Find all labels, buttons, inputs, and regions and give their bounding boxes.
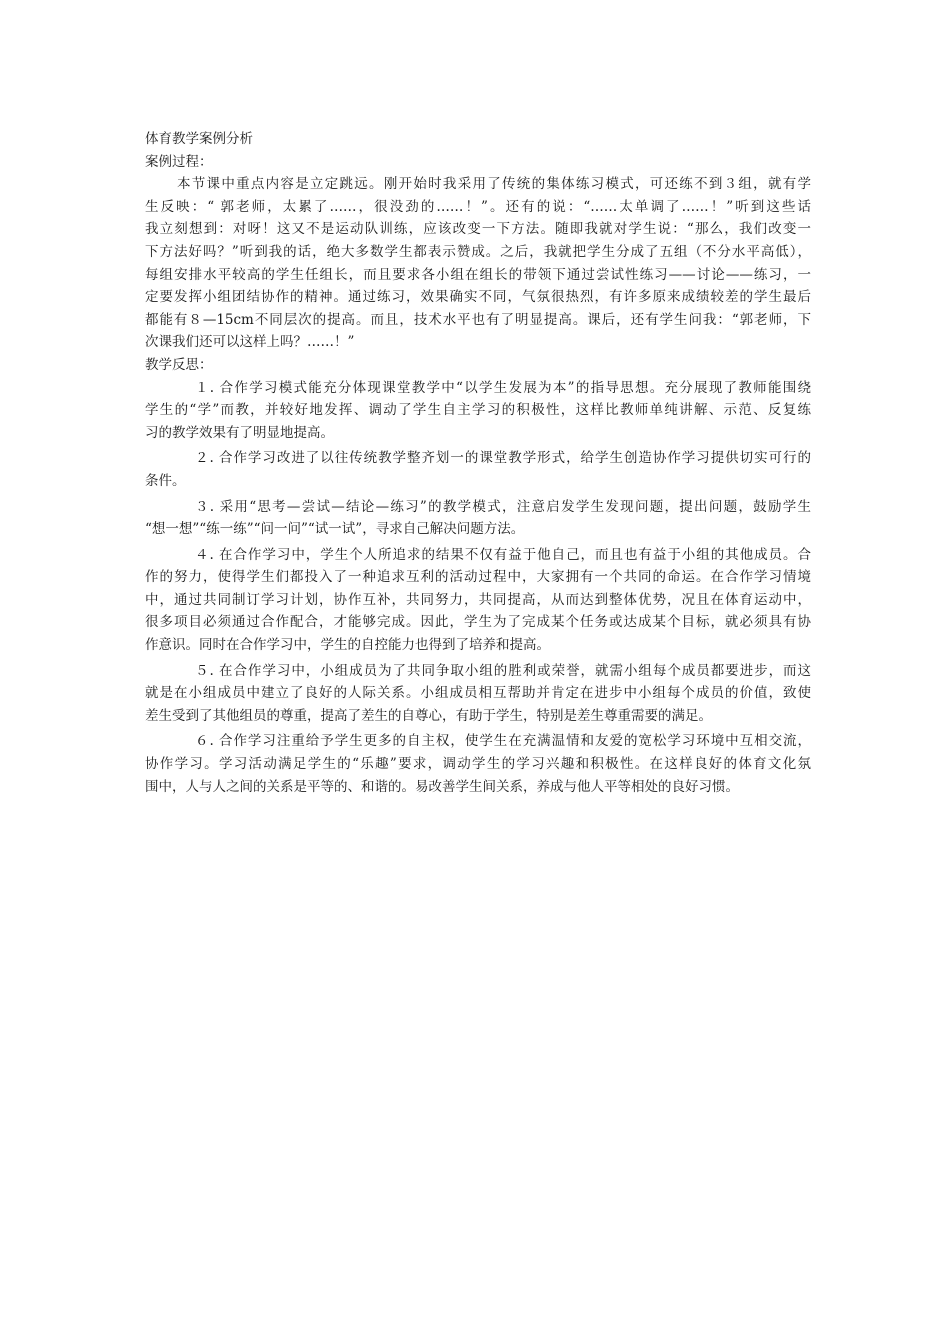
paragraph-line: 作的努力，使得学生们都投入了一种追求互利的活动过程中，大家拥有一个共同的命运。在合作学习情境 [145, 569, 811, 586]
paragraph-line: 都能有８—15cm不同层次的提高。而且，技术水平也有了明显提高。课后，还有学生问我：“郭老师，下 [145, 311, 811, 328]
document-title: 体育教学案例分析 [145, 131, 253, 147]
process-paragraph [145, 173, 811, 354]
paragraph-line: 协作学习。学习活动满足学生的“乐趣”要求，调动学生的学习兴趣和积极性。在这样良好的体育文化氛 [145, 756, 811, 773]
reflection-item-3 [145, 496, 811, 541]
paragraph-line: ６. 合作学习注重给予学生更多的自主权，使学生在充满温情和友爱的宽松学习环境中互相交流， [195, 733, 811, 750]
paragraph-line: 每组安排水平较高的学生任组长，而且要求各小组在组长的带领下通过尝试性练习——讨论——练习，一 [145, 266, 811, 283]
reflection-item-6 [145, 730, 811, 798]
paragraph-line: ２. 合作学习改进了以往传统教学整齐划一的课堂教学形式，给学生创造协作学习提供切实可行的 [195, 450, 811, 467]
document-page [145, 128, 811, 798]
paragraph-line: ４. 在合作学习中，学生个人所追求的结果不仅有益于他自己，而且也有益于小组的其他成员。合 [195, 546, 811, 563]
paragraph-line: 学生的“学”而教，并较好地发挥、调动了学生自主学习的积极性，这样比教师单纯讲解、示范、反复练 [145, 402, 811, 419]
paragraph-line: 本节课中重点内容是立定跳远。刚开始时我采用了传统的集体练习模式，可还练不到３组，就有学 [177, 176, 811, 193]
paragraph-line: 条件。 [145, 472, 186, 489]
paragraph-line: “想一想”“练一练”“问一问”“试一试”，寻求自己解决问题方法。 [145, 521, 525, 538]
reflection-item-2 [145, 447, 811, 492]
paragraph-line: 下方法好吗？”听到我的话，绝大多数学生都表示赞成。之后，我就把学生分成了五组（不分水平高低）， [145, 243, 811, 260]
reflection-item-1 [145, 377, 811, 445]
paragraph-line: 中，通过共同制订学习计划，协作互补，共同努力，共同提高，从而达到整体优势，况且在体育运动中， [145, 591, 811, 608]
paragraph-line: 围中，人与人之间的关系是平等的、和谐的。易改善学生间关系，养成与他人平等相处的良好习惯。 [145, 778, 739, 795]
process-heading: 案例过程： [145, 153, 213, 170]
paragraph-line: 次课我们还可以这样上吗？……！” [145, 334, 355, 351]
paragraph-line: 生反映：“ 郭老师，太累了……，很没劲的……！”。还有的说：“……太单调了……！”听到这些话 [145, 198, 811, 215]
paragraph-line: ３. 采用“思考—尝试—结论—练习”的教学模式，注意启发学生发现问题，提出问题，鼓励学生 [195, 498, 811, 515]
reflection-item-5 [145, 660, 811, 728]
reflection-item-4 [145, 544, 811, 657]
paragraph-line: 差生受到了其他组员的尊重，提高了差生的自尊心，有助于学生，特别是差生尊重需要的满足。 [145, 707, 712, 724]
paragraph-line: 作意识。同时在合作学习中，学生的自控能力也得到了培养和提高。 [145, 637, 550, 654]
paragraph-line: 定要发挥小组团结协作的精神。通过练习，效果确实不同，气氛很热烈，有许多原来成绩较差的学生最后 [145, 289, 811, 306]
paragraph-line: 很多项目必须通过合作配合，才能够完成。因此，学生为了完成某个任务或达成某个目标，就必须具有协 [145, 614, 811, 631]
paragraph-line: １. 合作学习模式能充分体现课堂教学中“以学生发展为本”的指导思想。充分展现了教师能围绕 [195, 379, 811, 396]
paragraph-line: 就是在小组成员中建立了良好的人际关系。小组成员相互帮助并肯定在进步中小组每个成员的价值，致使 [145, 685, 811, 702]
paragraph-line: 我立刻想到：对呀！这又不是运动队训练，应该改变一下方法。随即我就对学生说：“那么，我们改变一 [145, 221, 811, 238]
paragraph-line: 习的教学效果有了明显地提高。 [145, 424, 334, 441]
reflection-heading: 教学反思： [145, 356, 213, 373]
paragraph-line: ５. 在合作学习中，小组成员为了共同争取小组的胜利或荣誉，就需小组每个成员都要进步，而这 [195, 662, 811, 679]
